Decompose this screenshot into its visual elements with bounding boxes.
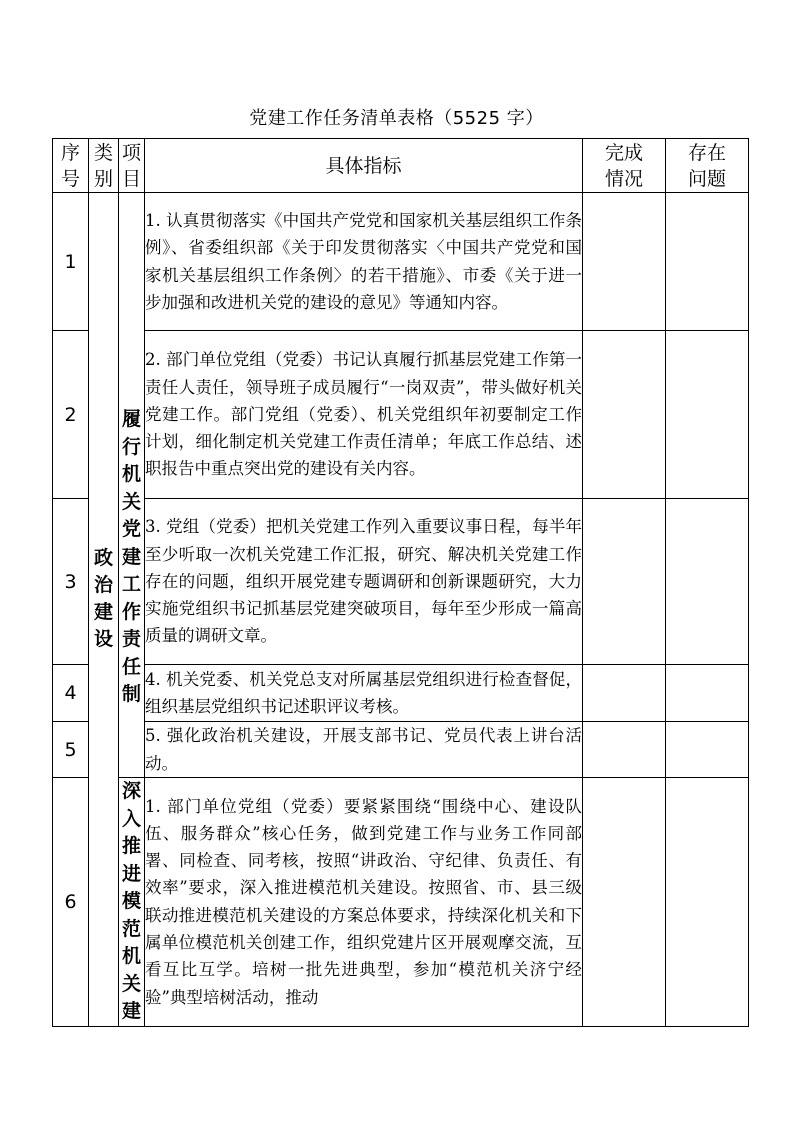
project-cell <box>119 193 145 778</box>
issues-cell[interactable] <box>666 778 749 1027</box>
table-row <box>53 331 749 499</box>
status-cell[interactable] <box>583 665 666 722</box>
issues-cell[interactable] <box>666 499 749 665</box>
indicator-text: 3. 党组（党委）把机关党建工作列入重要议事日程，每半年至少听取一次机关党建工作汇报，研究、解决机关党建工作存在的问题，组织开展党建专题调研和创新课题研究，大力实施党组织书记抓基层党建突破项目，每年至少形成一篇高质量的调研文章。 <box>145 499 583 665</box>
header-status: 完成情况 <box>583 139 666 193</box>
document-title: 党建工作任务清单表格（5525 字） <box>249 108 544 129</box>
table-row <box>53 778 749 1027</box>
row-number: 5 <box>53 722 89 778</box>
category-cell <box>89 193 119 1027</box>
status-cell[interactable] <box>583 778 666 1027</box>
indicator-text: 1. 认真贯彻落实《中国共产党党和国家机关基层组织工作条例》、省委组织部《关于印发贯彻落实〈中国共产党党和国家机关基层组织工作条例〉的若干措施》、市委《关于进一步加强和改进机关党的建设的意见》等通知内容。 <box>145 193 583 331</box>
table-header-row <box>53 139 749 193</box>
header-project: 项目 <box>119 139 145 193</box>
status-cell[interactable] <box>583 331 666 499</box>
status-cell[interactable] <box>583 722 666 778</box>
row-number: 4 <box>53 665 89 722</box>
header-seq: 序号 <box>53 139 89 193</box>
project-cell <box>119 778 145 1027</box>
row-number: 2 <box>53 331 89 499</box>
row-number: 3 <box>53 499 89 665</box>
status-cell[interactable] <box>583 499 666 665</box>
project-label: 履行机关党建工作责任制 <box>121 408 141 706</box>
indicator-text: 1. 部门单位党组（党委）要紧紧围绕“围绕中心、建设队伍、服务群众”核心任务，做到党建工作与业务工作同部署、同检查、同考核，按照“讲政治、守纪律、负责任、有效率”要求，深入推进模范机关建设。按照省、市、县三级联动推进模范机关建设的方案总体要求，持续深化机关和下属单位模范机关创建工作，组织党建片区开展观摩交流，互看互比互学。培树一批先进典型，参加“模范机关济宁经验”典型培树活动，推动 <box>145 778 583 1027</box>
task-table <box>52 138 749 1027</box>
row-number: 6 <box>53 778 89 1027</box>
project-label: 深入推进模范机关建 <box>121 780 141 1022</box>
header-indicator: 具体指标 <box>145 139 583 193</box>
table-row <box>53 193 749 331</box>
issues-cell[interactable] <box>666 665 749 722</box>
header-category: 类别 <box>89 139 119 193</box>
table-row <box>53 499 749 665</box>
issues-cell[interactable] <box>666 722 749 778</box>
status-cell[interactable] <box>583 193 666 331</box>
issues-cell[interactable] <box>666 331 749 499</box>
indicator-text: 5. 强化政治机关建设，开展支部书记、党员代表上讲台活动。 <box>145 722 583 778</box>
indicator-text: 4. 机关党委、机关党总支对所属基层党组织进行检查督促，组织基层党组织书记述职评议考核。 <box>145 665 583 722</box>
header-issues: 存在问题 <box>666 139 749 193</box>
table-row <box>53 665 749 722</box>
indicator-text: 2. 部门单位党组（党委）书记认真履行抓基层党建工作第一责任人责任，领导班子成员履行“一岗双责”，带头做好机关党建工作。部门党组（党委）、机关党组织年初要制定工作计划，细化制定机关党建工作责任清单；年底工作总结、述职报告中重点突出党的建设有关内容。 <box>145 331 583 499</box>
category-label: 政治建设 <box>93 547 113 651</box>
table-row <box>53 722 749 778</box>
issues-cell[interactable] <box>666 193 749 331</box>
row-number: 1 <box>53 193 89 331</box>
